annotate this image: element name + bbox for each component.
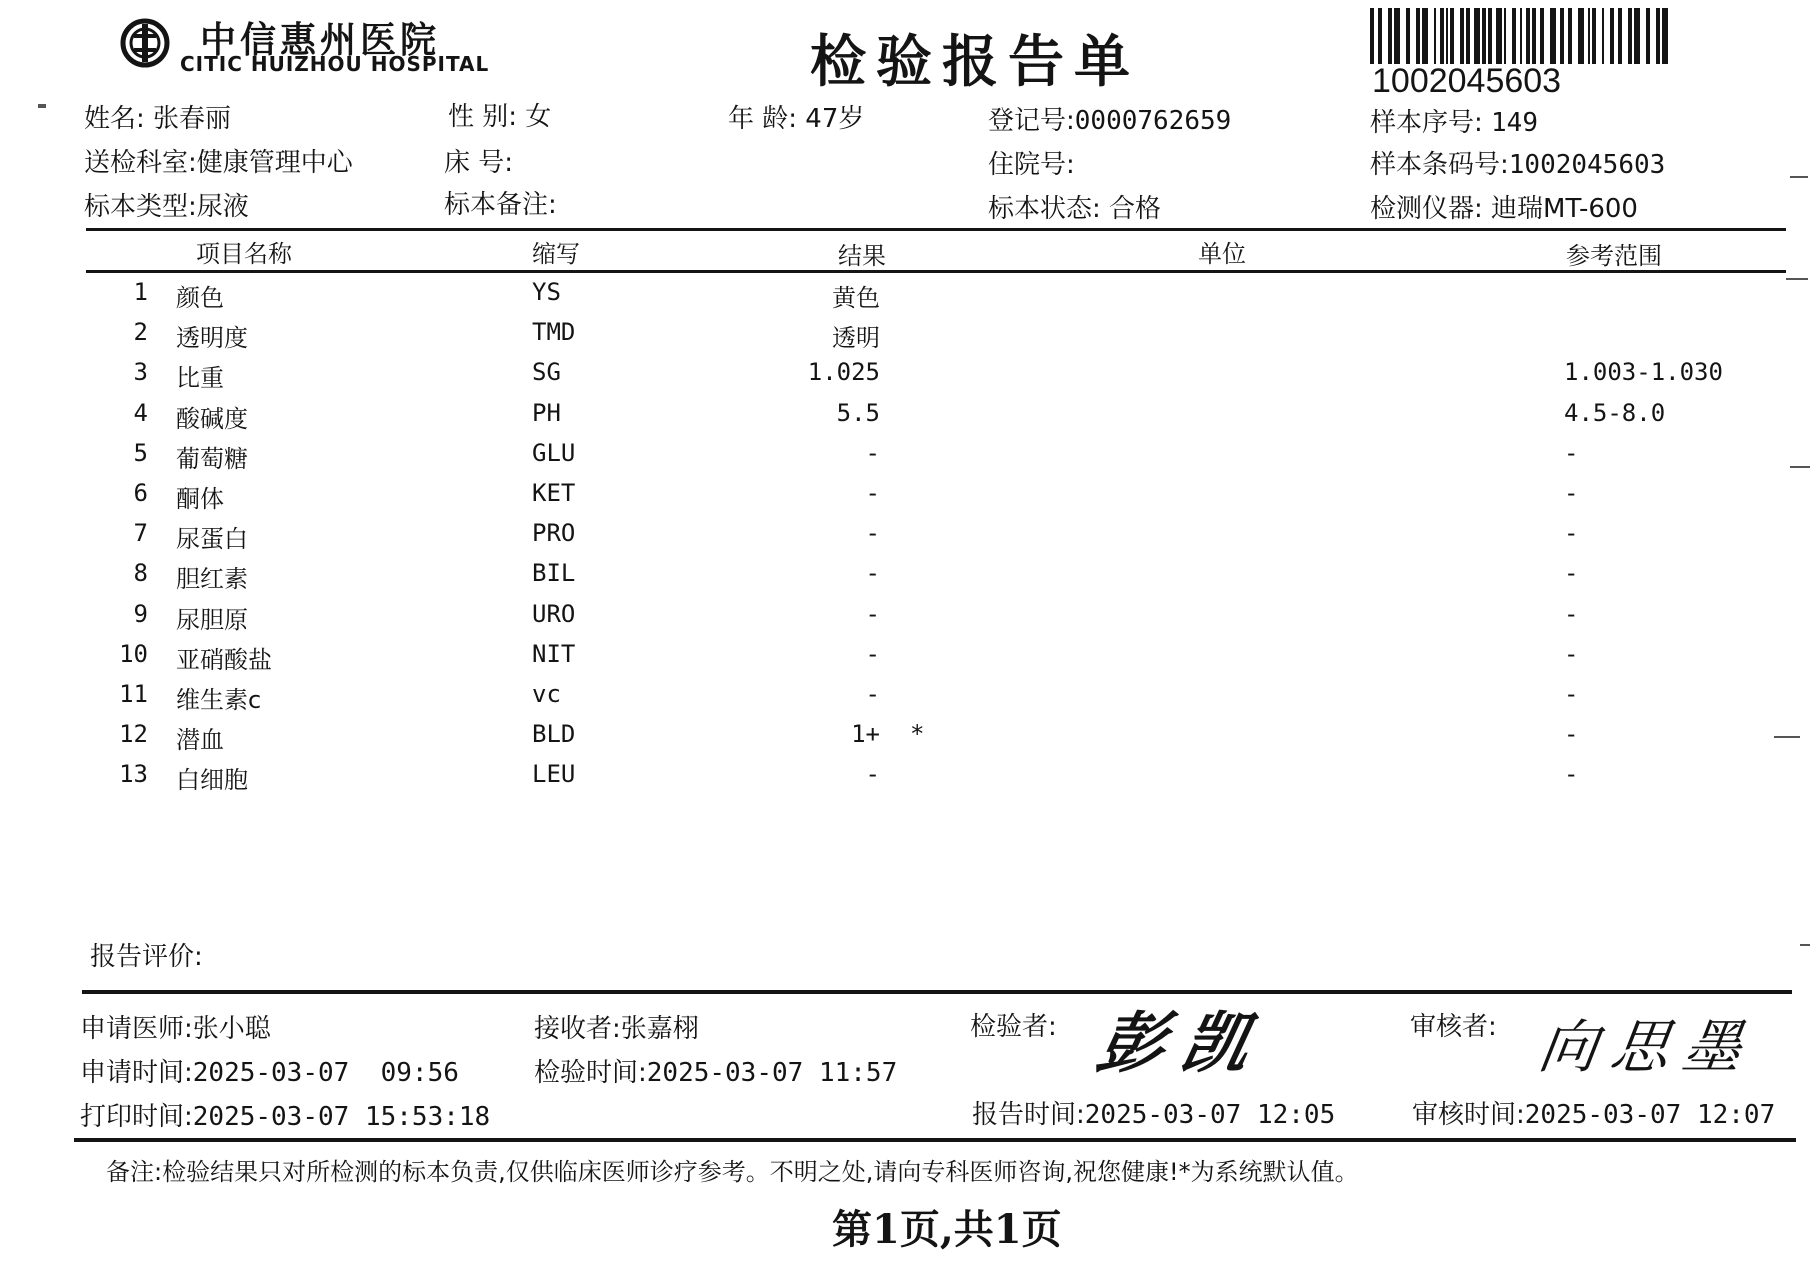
patient-name-label: 姓名:: [84, 104, 145, 134]
patient-sex-field: [448, 96, 551, 133]
item-abbreviation: vc: [532, 680, 561, 708]
item-reference-range: 4.5-8.0: [1564, 398, 1666, 427]
scan-speck: [1774, 736, 1800, 738]
receiver-field: [534, 1008, 699, 1045]
row-number: 11: [119, 680, 148, 708]
item-result: -: [865, 559, 880, 588]
item-result: -: [865, 680, 880, 708]
scan-speck: [1790, 176, 1808, 178]
barcode-bar: [1520, 8, 1522, 64]
report-time: 2025-03-07 12:05: [1084, 1100, 1336, 1130]
item-result: -: [865, 599, 880, 628]
table-row: [0, 714, 1820, 754]
table-row: [0, 393, 1820, 433]
registration-field: [988, 100, 1231, 137]
item-name: 透明度: [176, 324, 248, 353]
table-row: [0, 594, 1820, 634]
table-row: [0, 433, 1820, 473]
specimen-type-field: [84, 186, 249, 223]
barcode-bar: [1588, 8, 1590, 64]
table-row: [0, 553, 1820, 593]
row-number: 6: [133, 479, 148, 507]
review-time: 2025-03-07 12:07: [1524, 1100, 1776, 1130]
header-item-name: 项目名称: [196, 240, 292, 268]
barcode-bar: [1592, 8, 1596, 64]
barcode-bar: [1512, 8, 1516, 64]
barcode-bar: [1440, 8, 1444, 64]
barcode-bar: [1474, 8, 1480, 64]
item-name: 比重: [176, 364, 224, 393]
doctor-label: 申请医师:: [80, 1014, 193, 1044]
table-row: [0, 754, 1820, 794]
patient-age-field: [728, 98, 864, 135]
table-row: [0, 473, 1820, 513]
barcode-bar: [1434, 8, 1436, 64]
barcode-bar: [1446, 8, 1448, 64]
note-top-rule: [74, 1138, 1796, 1142]
barcode-image: [1368, 8, 1678, 66]
item-name: 酮体: [176, 485, 224, 513]
item-reference-range: -: [1564, 680, 1579, 708]
item-result: -: [865, 639, 880, 668]
instrument-label: 检测仪器:: [1370, 194, 1483, 224]
item-abbreviation: YS: [532, 278, 561, 306]
bed-number-label: 床 号:: [444, 148, 514, 178]
barcode-bar: [1618, 8, 1622, 64]
item-reference-range: -: [1564, 599, 1579, 628]
specimen-remark-label: 标本备注:: [444, 190, 557, 220]
registration-number: 0000762659: [1074, 106, 1232, 136]
print-time-field: [80, 1096, 490, 1133]
item-name: 维生素c: [176, 686, 262, 714]
item-name: 亚硝酸盐: [176, 645, 272, 674]
item-abbreviation: BIL: [532, 559, 576, 588]
table-top-rule: [86, 228, 1786, 231]
sample-number-label: 样本序号:: [1370, 108, 1483, 138]
item-name: 颜色: [176, 284, 224, 312]
item-result: 5.5: [836, 398, 880, 427]
barcode-bar: [1568, 8, 1572, 64]
barcode-number: 1002045603: [1372, 62, 1562, 100]
item-name: 尿胆原: [176, 605, 248, 634]
report-time-field: [972, 1094, 1335, 1131]
barcode-bar: [1406, 8, 1410, 64]
row-number: 5: [133, 438, 148, 467]
row-number: 13: [119, 760, 148, 789]
item-abbreviation: KET: [532, 479, 576, 507]
reviewer-label: 审核者:: [1410, 1012, 1497, 1042]
barcode-bar: [1496, 8, 1502, 64]
report-time-label: 报告时间:: [972, 1100, 1085, 1130]
item-reference-range: -: [1564, 479, 1579, 507]
reviewer-signature: 向思墨: [1534, 1013, 1761, 1081]
hospital-name-en: CITIC HUIZHOU HOSPITAL: [180, 52, 490, 76]
patient-sex-label: 性 别:: [448, 102, 518, 132]
specimen-status-label: 标本状态:: [988, 194, 1101, 224]
row-number: 9: [133, 599, 148, 628]
item-name: 白细胞: [176, 766, 248, 795]
receiver: 张嘉栩: [620, 1014, 699, 1044]
barcode-bar: [1450, 8, 1454, 64]
item-result: -: [865, 519, 880, 548]
footer-top-rule: [82, 990, 1792, 994]
barcode-bar: [1526, 8, 1530, 64]
disclaimer-note: 备注:检验结果只对所检测的标本负责,仅供临床医师诊疗参考。不明之处,请向专科医师咨询,祝您健康!*为系统默认值。: [106, 1158, 1359, 1186]
page-indicator: 第1页,共1页: [832, 1206, 1062, 1253]
row-number: 10: [119, 639, 148, 668]
hospital-name-cn: 中信惠州医院: [200, 20, 441, 61]
sample-number-field: [1370, 102, 1538, 139]
barcode-bar: [1560, 8, 1564, 64]
barcode-bar: [1488, 8, 1492, 64]
barcode: [1368, 8, 1678, 66]
barcode-bar: [1656, 8, 1660, 64]
header-unit: 单位: [1198, 240, 1246, 268]
barcode-bar: [1550, 8, 1556, 64]
item-result: 黄色: [832, 284, 880, 312]
sample-number: 149: [1491, 108, 1538, 138]
patient-name: 张春丽: [153, 104, 232, 134]
sample-barcode: 1002045603: [1508, 150, 1666, 180]
barcode-bar: [1416, 8, 1420, 64]
hospital-logo: [120, 18, 170, 68]
doctor-field: [80, 1008, 271, 1045]
barcode-bar: [1578, 8, 1584, 64]
item-abbreviation: PRO: [532, 519, 576, 548]
item-result: -: [865, 438, 880, 467]
barcode-bar: [1602, 8, 1604, 64]
item-reference-range: -: [1564, 760, 1579, 789]
item-reference-range: -: [1564, 438, 1579, 467]
barcode-bar: [1482, 8, 1486, 64]
row-number: 1: [133, 278, 148, 306]
review-time-label: 审核时间:: [1412, 1100, 1525, 1130]
barcode-bar: [1422, 8, 1428, 64]
scan-speck: [1790, 466, 1810, 468]
scan-speck: [1800, 944, 1810, 946]
barcode-bar: [1540, 8, 1544, 64]
apply-time: 2025-03-07 09:56: [192, 1058, 459, 1088]
barcode-bar: [1370, 8, 1374, 64]
registration-label: 登记号:: [988, 106, 1075, 136]
row-number: 7: [133, 519, 148, 548]
row-number: 3: [133, 358, 148, 387]
department: 健康管理中心: [196, 148, 353, 178]
barcode-bar: [1394, 8, 1400, 64]
barcode-bar: [1466, 8, 1470, 64]
item-abbreviation: BLD: [532, 720, 576, 749]
review-time-field: [1412, 1094, 1775, 1131]
patient-age-label: 年 龄:: [728, 104, 798, 134]
item-result: 1+: [851, 720, 880, 749]
instrument-field: [1370, 188, 1638, 225]
print-time-label: 打印时间:: [80, 1102, 193, 1132]
scan-speck: [38, 104, 46, 108]
item-result: -: [865, 760, 880, 789]
specimen-type: 尿液: [196, 192, 249, 222]
barcode-bar: [1610, 8, 1614, 64]
table-row: [0, 352, 1820, 392]
header-abbreviation: 缩写: [532, 240, 580, 268]
doctor: 张小聪: [192, 1014, 271, 1044]
item-reference-range: -: [1564, 519, 1579, 548]
barcode-bar: [1504, 8, 1506, 64]
evaluation-label: 报告评价:: [90, 942, 203, 972]
item-reference-range: 1.003-1.030: [1564, 358, 1723, 387]
report-title: 检验报告单: [810, 30, 1140, 95]
instrument: 迪瑞MT-600: [1491, 194, 1638, 224]
tester-signature: 彭凯: [1090, 1004, 1276, 1082]
table-row: [0, 674, 1820, 714]
item-result: -: [865, 479, 880, 507]
row-number: 8: [133, 559, 148, 588]
barcode-bar: [1532, 8, 1536, 64]
barcode-bar: [1662, 8, 1668, 64]
receiver-label: 接收者:: [534, 1014, 621, 1044]
barcode-bar: [1378, 8, 1382, 64]
item-name: 葡萄糖: [176, 444, 248, 473]
barcode-bar: [1460, 8, 1464, 64]
item-flag: *: [910, 720, 925, 749]
table-row: [0, 272, 1820, 312]
patient-age: 47岁: [805, 104, 865, 134]
item-reference-range: -: [1564, 639, 1579, 668]
sample-barcode-field: [1370, 144, 1665, 181]
item-reference-range: -: [1564, 720, 1579, 749]
tester-label: 检验者:: [970, 1012, 1057, 1042]
department-label: 送检科室:: [84, 148, 197, 178]
row-number: 4: [133, 398, 148, 427]
barcode-bar: [1628, 8, 1632, 64]
barcode-bar: [1646, 8, 1650, 64]
apply-time-field: [80, 1052, 459, 1089]
item-abbreviation: GLU: [532, 438, 576, 467]
sample-barcode-label: 样本条码号:: [1370, 150, 1509, 180]
item-abbreviation: TMD: [532, 318, 576, 347]
item-abbreviation: LEU: [532, 760, 576, 789]
table-row: [0, 513, 1820, 553]
test-time: 2025-03-07 11:57: [646, 1058, 898, 1088]
barcode-bar: [1634, 8, 1640, 64]
header-result: 结果: [838, 242, 886, 270]
test-time-field: [534, 1052, 897, 1089]
inpatient-number-label: 住院号:: [988, 150, 1075, 180]
item-abbreviation: URO: [532, 599, 576, 628]
test-time-label: 检验时间:: [534, 1058, 647, 1088]
apply-time-label: 申请时间:: [80, 1058, 193, 1088]
item-result: 透明: [832, 324, 880, 353]
item-reference-range: -: [1564, 559, 1579, 588]
table-row: [0, 312, 1820, 352]
header-reference-range: 参考范围: [1566, 242, 1662, 270]
item-abbreviation: SG: [532, 358, 561, 387]
row-number: 2: [133, 318, 148, 347]
barcode-bar: [1388, 8, 1392, 64]
specimen-status-field: [988, 188, 1161, 225]
department-field: [84, 142, 353, 179]
row-number: 12: [119, 720, 148, 749]
item-abbreviation: PH: [532, 398, 561, 427]
patient-sex: 女: [525, 102, 552, 132]
specimen-type-label: 标本类型:: [84, 192, 197, 222]
item-name: 酸碱度: [176, 404, 248, 433]
item-name: 尿蛋白: [176, 525, 248, 554]
print-time: 2025-03-07 15:53:18: [192, 1102, 491, 1132]
item-name: 潜血: [176, 726, 224, 755]
item-name: 胆红素: [176, 565, 248, 594]
specimen-status: 合格: [1109, 194, 1162, 224]
citic-logo-icon: [120, 18, 170, 68]
scan-speck: [1786, 278, 1808, 280]
table-row: [0, 634, 1820, 674]
item-result: 1.025: [807, 358, 880, 387]
item-abbreviation: NIT: [532, 639, 576, 668]
patient-name-field: [84, 98, 231, 135]
